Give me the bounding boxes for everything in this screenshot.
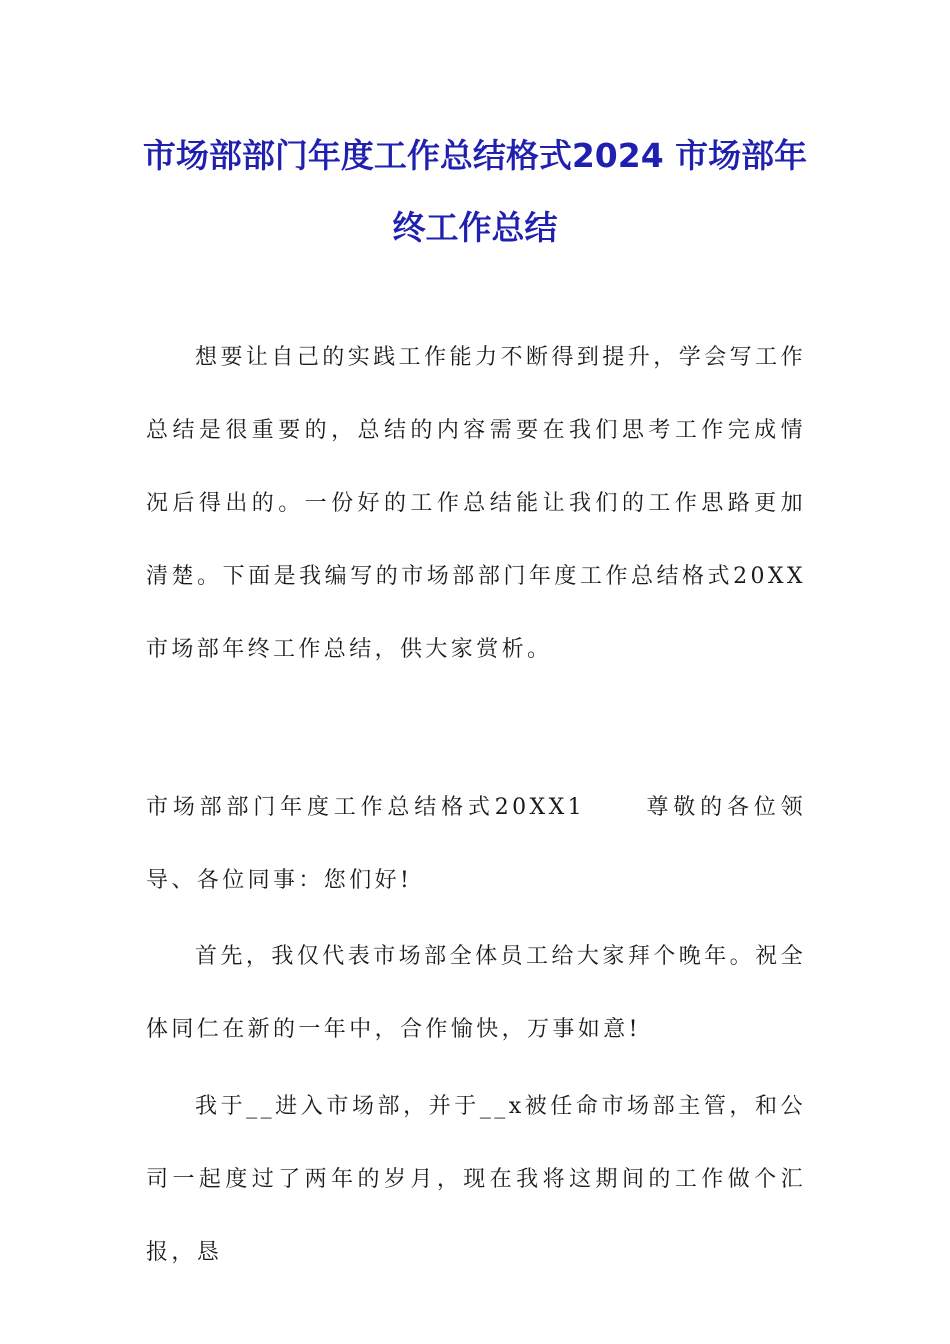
section-opening <box>146 771 806 917</box>
body-paragraph: 我于__进入市场部，并于__x被任命市场部主管，和公司一起度过了两年的岁月，现在我将这期间的工作做个汇报，恳 <box>146 1094 806 1265</box>
greeting-text: 尊敬的各位领导、各位同事：您们好! <box>146 795 806 893</box>
body-paragraph: 首先，我仅代表市场部全体员工给大家拜个晚年。祝全体同仁在新的一年中，合作愉快，万事如意! <box>146 944 806 1042</box>
document-title: 市场部部门年度工作总结格式2024 市场部年终工作总结 <box>142 136 808 247</box>
intro-paragraph: 想要让自己的实践工作能力不断得到提升，学会写工作总结是很重要的，总结的内容需要在我们思考工作完成情况后得出的。一份好的工作总结能让我们的工作思路更加清楚。下面是我编写的市场部部门年度工作总结格式20XX 市场部年终工作总结，供大家赏析。 <box>146 345 806 662</box>
section-subheading: 市场部部门年度工作总结格式20XX1 <box>146 795 586 820</box>
